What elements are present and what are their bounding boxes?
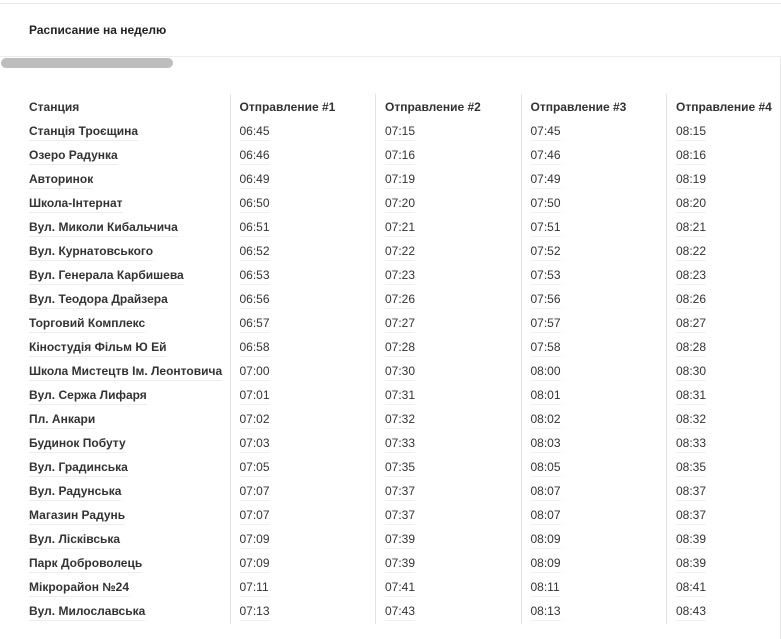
departure-time-cell	[521, 120, 667, 144]
departure-time-cell	[521, 312, 667, 336]
departure-time-cell	[230, 216, 376, 240]
departure-time: 08:09	[531, 532, 561, 549]
departure-time: 07:51	[531, 220, 561, 237]
table-body	[20, 120, 781, 624]
departure-time: 07:39	[385, 532, 415, 549]
departure-time: 07:23	[385, 268, 415, 285]
station-cell	[20, 552, 230, 576]
departure-time-cell	[376, 216, 522, 240]
departure-time: 08:07	[531, 508, 561, 525]
departure-time-cell	[376, 360, 522, 384]
horizontal-scrollbar[interactable]	[0, 57, 781, 69]
table-row	[20, 552, 781, 576]
departure-time: 08:35	[676, 460, 706, 477]
table-row	[20, 336, 781, 360]
departure-time-cell	[667, 144, 781, 168]
departure-time: 08:02	[531, 412, 561, 429]
departure-time-cell	[521, 384, 667, 408]
departure-time-cell	[376, 120, 522, 144]
departure-time: 07:13	[240, 604, 270, 621]
departure-time-cell	[521, 288, 667, 312]
departure-time: 07:26	[385, 292, 415, 309]
departure-time: 07:20	[385, 196, 415, 213]
departure-time-cell	[230, 288, 376, 312]
departure-time: 07:58	[531, 340, 561, 357]
station-name: Вул. Теодора Драйзера	[29, 292, 168, 309]
departure-time-cell	[667, 480, 781, 504]
station-name: Магазин Радунь	[29, 508, 125, 525]
departure-time: 06:57	[240, 316, 270, 333]
departure-time-cell	[376, 240, 522, 264]
table-row	[20, 216, 781, 240]
departure-time-cell	[521, 216, 667, 240]
departure-time-cell	[230, 528, 376, 552]
departure-time: 07:45	[531, 124, 561, 141]
departure-time: 06:52	[240, 244, 270, 261]
departure-time-cell	[230, 432, 376, 456]
departure-time-cell	[521, 408, 667, 432]
station-name: Вул. Радунська	[29, 484, 121, 501]
departure-time-cell	[376, 600, 522, 624]
departure-time-cell	[521, 192, 667, 216]
departure-time: 07:30	[385, 364, 415, 381]
station-cell	[20, 432, 230, 456]
departure-time: 08:39	[676, 532, 706, 549]
departure-time-cell	[376, 432, 522, 456]
departure-time-cell	[230, 240, 376, 264]
departure-time: 08:37	[676, 484, 706, 501]
station-name: Станція Троєщина	[29, 124, 138, 141]
station-name: Будинок Побуту	[29, 436, 126, 453]
departure-time: 07:53	[531, 268, 561, 285]
table-row	[20, 408, 781, 432]
departure-time: 06:50	[240, 196, 270, 213]
departure-time-cell	[230, 192, 376, 216]
departure-time-cell	[230, 480, 376, 504]
column-header-departure-4: Отправление #4	[667, 94, 781, 120]
departure-time-cell	[230, 120, 376, 144]
departure-time: 07:19	[385, 172, 415, 189]
departure-time: 08:41	[676, 580, 706, 597]
table-row	[20, 456, 781, 480]
departure-time: 07:11	[240, 580, 269, 597]
departure-time: 08:05	[531, 460, 561, 477]
departure-time: 08:03	[531, 436, 561, 453]
departure-time: 07:02	[240, 412, 270, 429]
departure-time: 08:20	[676, 196, 706, 213]
station-name: Торговий Комплекс	[29, 316, 145, 333]
departure-time-cell	[230, 456, 376, 480]
departure-time: 07:33	[385, 436, 415, 453]
departure-time-cell	[230, 408, 376, 432]
departure-time-cell	[376, 384, 522, 408]
departure-time: 08:01	[531, 388, 561, 405]
departure-time: 07:57	[531, 316, 561, 333]
station-name: Вул. Генерала Карбишева	[29, 268, 184, 285]
departure-time: 07:27	[385, 316, 415, 333]
table-row	[20, 360, 781, 384]
departure-time: 06:51	[240, 220, 270, 237]
station-cell	[20, 264, 230, 288]
table-row	[20, 576, 781, 600]
departure-time: 07:07	[240, 508, 270, 525]
column-header-departure-2: Отправление #2	[376, 94, 522, 120]
station-cell	[20, 384, 230, 408]
departure-time-cell	[376, 192, 522, 216]
departure-time-cell	[230, 360, 376, 384]
table-row	[20, 144, 781, 168]
departure-time: 07:22	[385, 244, 415, 261]
departure-time: 07:31	[385, 388, 415, 405]
station-name: Парк Доброволець	[29, 556, 142, 573]
station-cell	[20, 312, 230, 336]
table-row	[20, 312, 781, 336]
schedule-table-container	[0, 94, 781, 630]
departure-time: 07:16	[385, 148, 415, 165]
table-row	[20, 240, 781, 264]
departure-time: 07:37	[385, 484, 415, 501]
station-name: Вул. Миколи Кибальчича	[29, 220, 178, 237]
departure-time: 08:27	[676, 316, 706, 333]
departure-time-cell	[376, 408, 522, 432]
departure-time: 08:22	[676, 244, 706, 261]
table-row	[20, 264, 781, 288]
departure-time: 07:03	[240, 436, 270, 453]
departure-time-cell	[667, 432, 781, 456]
departure-time: 08:11	[531, 580, 560, 597]
departure-time: 07:21	[385, 220, 415, 237]
station-cell	[20, 360, 230, 384]
departure-time: 08:19	[676, 172, 706, 189]
departure-time-cell	[230, 600, 376, 624]
station-cell	[20, 600, 230, 624]
departure-time-cell	[376, 144, 522, 168]
departure-time-cell	[376, 288, 522, 312]
departure-time-cell	[521, 528, 667, 552]
departure-time-cell	[376, 456, 522, 480]
departure-time: 08:37	[676, 508, 706, 525]
departure-time-cell	[521, 168, 667, 192]
departure-time: 08:23	[676, 268, 706, 285]
table-row	[20, 504, 781, 528]
departure-time: 07:00	[240, 364, 270, 381]
departure-time-cell	[521, 144, 667, 168]
departure-time-cell	[667, 384, 781, 408]
station-name: Пл. Анкари	[29, 412, 95, 429]
departure-time-cell	[376, 336, 522, 360]
station-cell	[20, 504, 230, 528]
station-name: Вул. Милославська	[29, 604, 145, 621]
departure-time: 07:01	[240, 388, 270, 405]
departure-time-cell	[667, 600, 781, 624]
station-cell	[20, 288, 230, 312]
departure-time-cell	[667, 528, 781, 552]
departure-time: 07:28	[385, 340, 415, 357]
departure-time-cell	[667, 552, 781, 576]
table-row	[20, 432, 781, 456]
station-name: Озеро Радунка	[29, 148, 118, 165]
departure-time: 08:32	[676, 412, 706, 429]
station-cell	[20, 168, 230, 192]
departure-time-cell	[230, 264, 376, 288]
departure-time-cell	[376, 264, 522, 288]
station-cell	[20, 216, 230, 240]
station-cell	[20, 576, 230, 600]
table-row	[20, 288, 781, 312]
departure-time: 07:50	[531, 196, 561, 213]
departure-time-cell	[521, 576, 667, 600]
departure-time: 07:07	[240, 484, 270, 501]
station-name: Кіностудія Фільм Ю Ей	[29, 340, 166, 357]
departure-time-cell	[521, 480, 667, 504]
column-header-departure-3: Отправление #3	[521, 94, 667, 120]
departure-time-cell	[521, 552, 667, 576]
column-header-departure-1: Отправление #1	[230, 94, 376, 120]
departure-time: 08:33	[676, 436, 706, 453]
departure-time: 08:43	[676, 604, 706, 621]
departure-time-cell	[376, 528, 522, 552]
departure-time-cell	[667, 408, 781, 432]
departure-time-cell	[521, 264, 667, 288]
departure-time-cell	[667, 192, 781, 216]
station-cell	[20, 456, 230, 480]
departure-time: 07:15	[385, 124, 415, 141]
departure-time: 06:58	[240, 340, 270, 357]
departure-time-cell	[376, 168, 522, 192]
station-cell	[20, 192, 230, 216]
header-row	[20, 94, 781, 120]
departure-time-cell	[667, 264, 781, 288]
station-cell	[20, 408, 230, 432]
departure-time: 07:35	[385, 460, 415, 477]
departure-time-cell	[667, 216, 781, 240]
departure-time-cell	[521, 240, 667, 264]
departure-time-cell	[667, 504, 781, 528]
station-name: Вул. Сержа Лифаря	[29, 388, 147, 405]
station-cell	[20, 240, 230, 264]
departure-time-cell	[521, 456, 667, 480]
departure-time: 07:32	[385, 412, 415, 429]
table-row	[20, 192, 781, 216]
station-cell	[20, 528, 230, 552]
station-cell	[20, 144, 230, 168]
departure-time-cell	[230, 552, 376, 576]
station-name: Вул. Курнатовського	[29, 244, 153, 261]
station-name: Мікрорайон №24	[29, 580, 129, 597]
departure-time-cell	[230, 312, 376, 336]
departure-time: 08:15	[676, 124, 706, 141]
table-row	[20, 384, 781, 408]
departure-time: 07:05	[240, 460, 270, 477]
column-header-station: Станция	[29, 100, 80, 114]
departure-time-cell	[667, 576, 781, 600]
departure-time: 08:26	[676, 292, 706, 309]
departure-time: 07:09	[240, 532, 270, 549]
departure-time-cell	[376, 480, 522, 504]
departure-time: 07:46	[531, 148, 561, 165]
station-cell	[20, 480, 230, 504]
station-cell	[20, 120, 230, 144]
card-title: Расписание на неделю	[29, 23, 167, 37]
departure-time: 07:09	[240, 556, 270, 573]
departure-time-cell	[667, 288, 781, 312]
departure-time: 08:28	[676, 340, 706, 357]
departure-time-cell	[230, 336, 376, 360]
departure-time: 08:16	[676, 148, 706, 165]
station-name: Школа Мистецтв Ім. Леонтовича	[29, 364, 222, 381]
departure-time: 06:53	[240, 268, 270, 285]
table-header	[20, 94, 781, 120]
departure-time: 08:39	[676, 556, 706, 573]
departure-time-cell	[667, 456, 781, 480]
departure-time-cell	[667, 240, 781, 264]
departure-time: 08:30	[676, 364, 706, 381]
horizontal-scrollbar-thumb[interactable]	[1, 58, 173, 68]
departure-time: 06:56	[240, 292, 270, 309]
departure-time: 07:43	[385, 604, 415, 621]
departure-time: 08:31	[676, 388, 706, 405]
departure-time-cell	[667, 336, 781, 360]
departure-time: 08:07	[531, 484, 561, 501]
station-name: Вул. Градинська	[29, 460, 128, 477]
table-row	[20, 528, 781, 552]
departure-time: 07:52	[531, 244, 561, 261]
table-row	[20, 480, 781, 504]
departure-time-cell	[667, 360, 781, 384]
departure-time: 07:56	[531, 292, 561, 309]
departure-time: 07:49	[531, 172, 561, 189]
departure-time: 06:49	[240, 172, 270, 189]
table-row	[20, 120, 781, 144]
departure-time: 08:09	[531, 556, 561, 573]
departure-time-cell	[667, 168, 781, 192]
departure-time-cell	[521, 432, 667, 456]
departure-time: 07:39	[385, 556, 415, 573]
departure-time-cell	[521, 504, 667, 528]
departure-time-cell	[376, 312, 522, 336]
departure-time-cell	[521, 336, 667, 360]
station-cell	[20, 336, 230, 360]
table-row	[20, 168, 781, 192]
departure-time-cell	[230, 144, 376, 168]
departure-time: 08:00	[531, 364, 561, 381]
departure-time-cell	[521, 360, 667, 384]
departure-time: 07:41	[385, 580, 415, 597]
departure-time-cell	[230, 384, 376, 408]
departure-time: 07:37	[385, 508, 415, 525]
departure-time-cell	[521, 600, 667, 624]
station-name: Вул. Лісківська	[29, 532, 120, 549]
departure-time: 08:13	[531, 604, 561, 621]
table-row	[20, 600, 781, 624]
departure-time-cell	[376, 504, 522, 528]
departure-time-cell	[376, 552, 522, 576]
card-header	[0, 3, 781, 57]
departure-time: 08:21	[676, 220, 706, 237]
station-name: Школа-Інтернат	[29, 196, 123, 213]
departure-time: 06:45	[240, 124, 270, 141]
departure-time-cell	[230, 576, 376, 600]
departure-time-cell	[667, 312, 781, 336]
departure-time-cell	[230, 168, 376, 192]
departure-time-cell	[376, 576, 522, 600]
departure-time: 06:46	[240, 148, 270, 165]
departure-time-cell	[667, 120, 781, 144]
departure-time-cell	[230, 504, 376, 528]
schedule-table	[20, 94, 781, 624]
station-name: Авторинок	[29, 172, 93, 189]
